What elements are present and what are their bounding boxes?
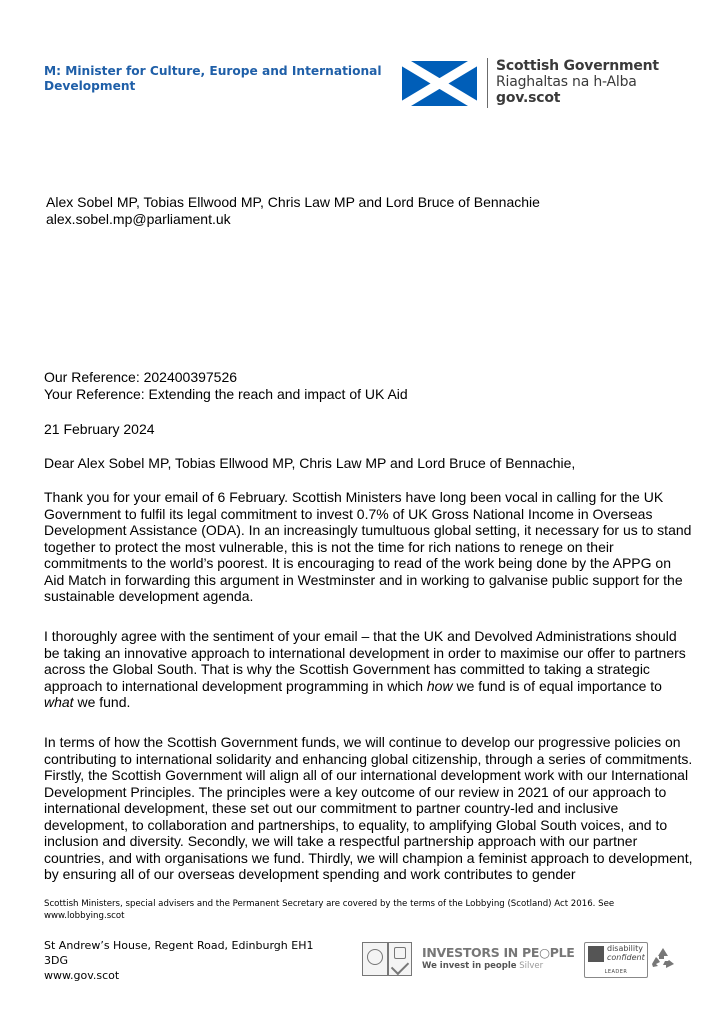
- website-link[interactable]: www.gov.scot: [44, 969, 120, 982]
- investors-in-people-tag: We invest in people: [422, 961, 517, 971]
- disability-confident-badge: [584, 942, 648, 978]
- logo-divider: [487, 58, 488, 108]
- disability-confident-line1: disability: [607, 944, 643, 953]
- your-reference: Your Reference: Extending the reach and impact of UK Aid: [44, 385, 408, 402]
- scottish-government-logo: [402, 58, 702, 108]
- recipient-block: [46, 194, 540, 227]
- paragraph-2-part-b: we fund is of equal importance to: [452, 677, 662, 694]
- address-block: [44, 938, 344, 983]
- address-line-1: St Andrew’s House, Regent Road, Edinburgh EH1: [44, 939, 314, 952]
- paragraph-2-emphasis-what: what: [44, 694, 74, 710]
- paragraph-2-emphasis-how: how: [426, 677, 453, 694]
- paragraph-2-part-c: we fund.: [73, 694, 131, 710]
- logo-name-english: Scottish Government: [496, 58, 659, 74]
- minister-title-line1: M: Minister for Culture, Europe and International: [44, 64, 382, 78]
- iso-certification-icon: [362, 942, 388, 976]
- disability-confident-icon: [588, 946, 604, 962]
- investors-in-people-tagline: [422, 961, 543, 971]
- paragraph-2-part-a: I thoroughly agree with the sentiment of your email – that the UK and Devolved Administrations should be taking an innovative approach to international development in order to maximise our offer to partners across the Global South. That is why the Scottish Government has committed to taking a strategic approach to international development programming in which: [44, 628, 686, 694]
- investors-in-people-level: Silver: [519, 961, 544, 971]
- logo-wordmark: [496, 58, 659, 106]
- disability-confident-line2: confident: [607, 953, 645, 962]
- recycle-icon: [650, 946, 676, 972]
- address-line-2: 3DG: [44, 954, 68, 967]
- saltire-flag-icon: [402, 61, 477, 106]
- investors-in-people-title: INVESTORS IN PE○PLE: [422, 945, 575, 960]
- minister-title: [44, 64, 384, 94]
- disability-confident-text: [607, 944, 645, 962]
- accreditation-badges: [360, 936, 680, 978]
- salutation: Dear Alex Sobel MP, Tobias Ellwood MP, Chris Law MP and Lord Bruce of Bennachie,: [44, 455, 576, 471]
- lobbying-notice: Scottish Ministers, special advisers and the Permanent Secretary are covered by the terms of the Lobbying (Scotland) Act 2016. See www.lobbying.scot: [44, 899, 615, 921]
- letter-date: 21 February 2024: [44, 421, 155, 437]
- recipient-names: Alex Sobel MP, Tobias Ellwood MP, Chris Law MP and Lord Bruce of Bennachie: [46, 194, 540, 210]
- paragraph-1: Thank you for your email of 6 February. Scottish Ministers have long been vocal in calling for the UK Government to fulfil its legal commitment to invest 0.7% of UK Gross National Income in Overseas Development Assistance (ODA). In an increasingly tumultuous global setting, it necessary for us to stand together to protect the most vulnerable, this is not the time for rich nations to renege on their commitments to the world’s poorest. It is encouraging to read of the work being done by the APPG on Aid Match in forwarding this argument in Westminster and in working to galvanise public support for the sustainable development agenda.: [44, 489, 692, 604]
- our-reference: Our Reference: 202400397526: [44, 369, 238, 385]
- paragraph-3: In terms of how the Scottish Government funds, we will continue to develop our progressive policies on contributing to international solidarity and enhancing global citizenship, through a series of commitments. Firstly, the Scottish Government will align all of our international development work with our International Development Principles. The principles were a key outcome of our review in 2021 of our approach to international development, these set out our commitment to partner country-led and inclusive development, to collaboration and partnerships, to equality, to amplifying Global South voices, and to inclusion and diversity. Secondly, we will take a respectful partnership approach with our partner countries, and with organisations we fund. Thirdly, we will champion a feminist approach to development, by ensuring all of our overseas development spending and work contributes to gender: [44, 734, 693, 882]
- logo-name-gaelic: Riaghaltas na h-Alba: [496, 74, 637, 90]
- crest-certification-icon: [388, 942, 412, 976]
- disability-confident-leader: LEADER: [604, 969, 628, 975]
- logo-site: gov.scot: [496, 90, 561, 106]
- reference-block: [44, 369, 408, 402]
- paragraph-2: [44, 628, 694, 711]
- recipient-email[interactable]: alex.sobel.mp@parliament.uk: [46, 210, 231, 227]
- minister-title-line2: Development: [44, 79, 136, 93]
